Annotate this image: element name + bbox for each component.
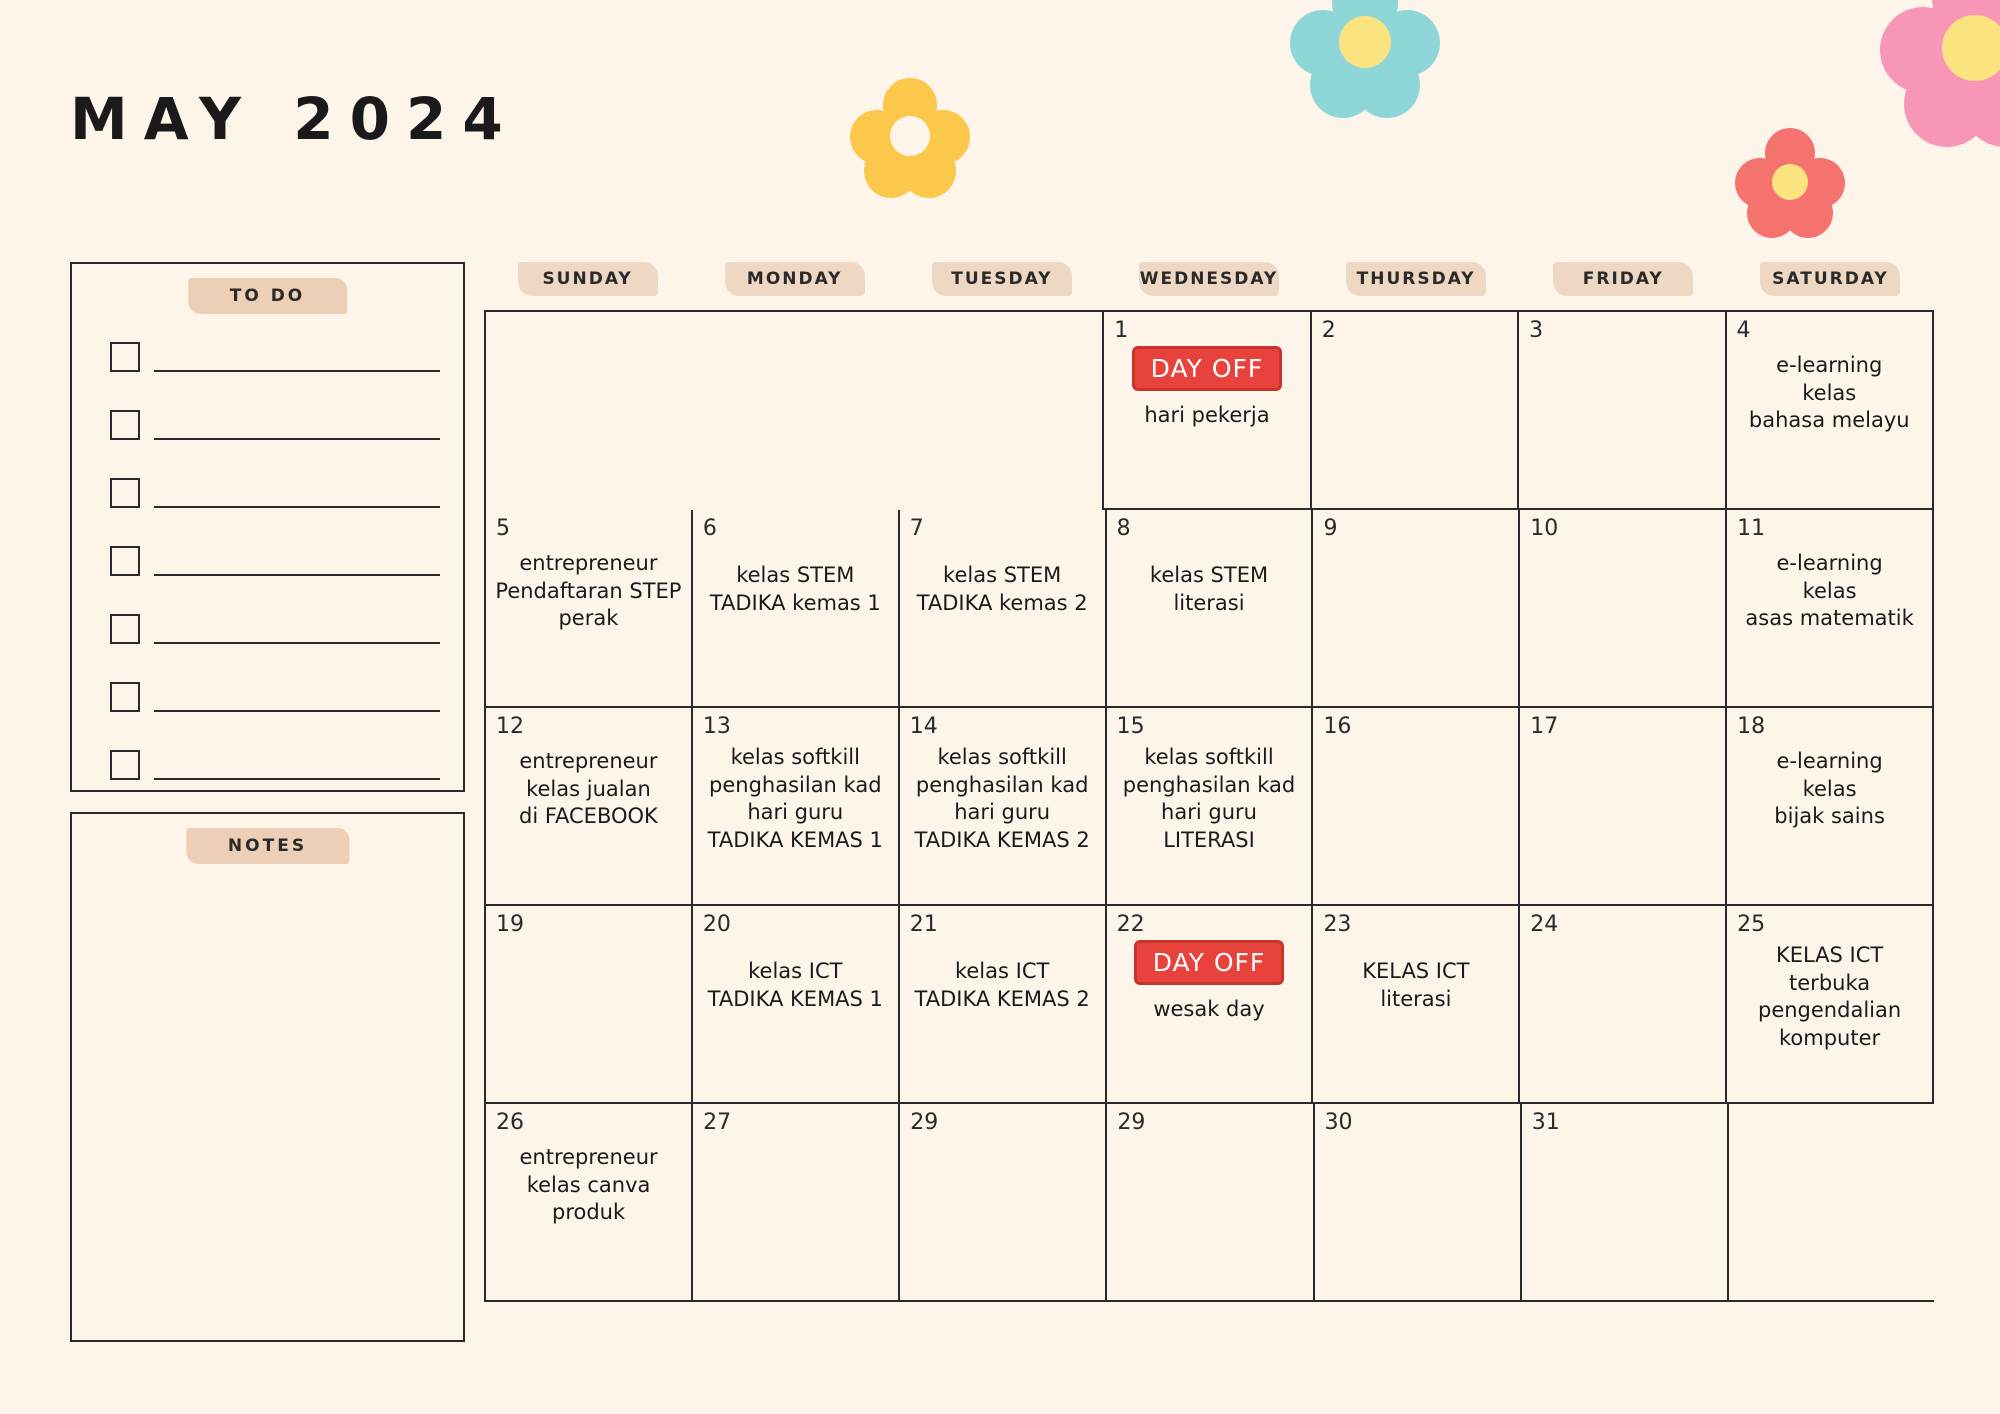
calendar-cell[interactable] [486,1104,693,1302]
weekday-label: TUESDAY [932,262,1072,296]
day-number: 16 [1323,714,1352,739]
calendar-cell[interactable] [1519,312,1726,510]
day-number: 9 [1323,516,1338,541]
event-list [1113,744,1306,855]
event-text: LITERASI [1163,828,1255,853]
todo-write-line[interactable] [154,414,440,440]
calendar-cell[interactable] [693,708,900,906]
calendar-cell[interactable] [693,1104,900,1302]
calendar-cell[interactable] [900,1104,1107,1302]
weekday-label: SATURDAY [1760,262,1900,296]
event-list [906,562,1099,617]
list-item[interactable] [110,682,440,712]
event-text: TADIKA KEMAS 2 [914,828,1090,853]
event-text: kelas softkill [1144,745,1274,769]
weekday-thursday [1313,262,1520,296]
day-number: 29 [910,1110,939,1135]
day-number: 13 [702,714,731,739]
todo-list [72,342,463,818]
day-number: 15 [1116,714,1145,739]
day-number: 24 [1530,912,1559,937]
event-text: bahasa melayu [1748,408,1910,433]
checkbox-icon[interactable] [110,682,140,712]
event-text: perak [558,606,619,631]
event-text: komputer [1779,1026,1881,1051]
weekday-monday [691,262,898,296]
day-number: 27 [703,1110,732,1135]
calendar-cell[interactable] [1522,1104,1729,1302]
day-number: 19 [496,912,524,937]
event-text: hari guru [747,800,844,825]
calendar-cell-empty [1729,1104,1934,1302]
event-list [1733,942,1926,1053]
calendar-cell[interactable] [1313,708,1520,906]
weekday-sunday [484,262,691,296]
todo-write-line[interactable] [154,754,440,780]
calendar-week-row [486,708,1934,906]
checkbox-icon[interactable] [110,614,140,644]
event-text: literasi [1380,986,1452,1011]
calendar-week-row [486,906,1934,1104]
event-text: pengendalian [1758,998,1902,1023]
day-number: 11 [1737,516,1766,541]
todo-write-line[interactable] [154,346,440,372]
event-text: kelas STEM [1149,563,1269,587]
day-number: 31 [1531,1110,1560,1135]
weekday-label: FRIDAY [1553,262,1693,296]
event-text: kelas [1802,380,1857,405]
event-list [492,1144,685,1227]
calendar-cell[interactable] [900,510,1107,708]
todo-panel [70,262,465,792]
weekday-header-row [484,262,1934,296]
event-text: kelas softkill [730,745,860,769]
event-text: kelas softkill [937,745,1067,769]
calendar-cell-empty [897,312,1104,510]
day-number: 20 [702,912,731,937]
day-off-badge-wrap [1113,936,1306,993]
weekday-saturday [1727,262,1934,296]
weekday-wednesday [1105,262,1312,296]
notes-heading: NOTES [186,828,349,864]
day-number: 1 [1114,318,1129,343]
event-text: kelas STEM [736,563,855,587]
checkbox-icon[interactable] [110,342,140,372]
event-text: TADIKA KEMAS 1 [707,986,883,1011]
day-number: 25 [1737,912,1766,937]
calendar-cell[interactable] [1313,906,1520,1104]
todo-write-line[interactable] [154,550,440,576]
event-text: asas matematik [1745,606,1914,631]
event-text: penghasilan kad [1122,772,1296,797]
calendar-week-row [486,1104,1934,1302]
calendar-cell[interactable] [1727,708,1934,906]
event-text: kelas ICT [954,959,1050,983]
day-number: 5 [496,516,510,541]
calendar-grid [484,310,1934,1302]
event-list [1733,748,1926,831]
calendar-cell[interactable] [1520,708,1727,906]
todo-write-line[interactable] [154,482,440,508]
calendar-cell[interactable] [1520,510,1727,708]
calendar-cell[interactable] [1312,312,1519,510]
calendar-cell[interactable] [486,708,693,906]
event-list [1319,958,1512,1013]
event-text: penghasilan kad [915,772,1089,797]
event-list [492,550,685,633]
event-text: entrepreneur [519,551,658,575]
calendar-cell[interactable] [1727,906,1934,1104]
day-number: 4 [1736,318,1751,343]
event-text: hari guru [954,800,1051,825]
page-title: MAY 2024 [70,85,519,153]
todo-heading: TO DO [188,278,348,314]
calendar-cell[interactable] [486,906,693,1104]
calendar-week-row [486,510,1934,708]
event-text: kelas jualan [526,776,651,801]
todo-write-line[interactable] [154,618,440,644]
event-text: kelas canva [526,1172,651,1197]
flower-yellow-icon [850,78,970,198]
event-text: TADIKA KEMAS 2 [914,986,1090,1011]
event-list [1733,352,1926,435]
list-item[interactable] [110,614,440,644]
event-text: Pendaftaran STEP [495,578,682,603]
list-item[interactable] [110,546,440,576]
flower-pink-corner-icon [1880,0,2000,145]
event-text: e-learning [1776,551,1883,575]
calendar-cell[interactable] [900,708,1107,906]
event-text: produk [551,1200,626,1225]
list-item[interactable] [110,750,440,780]
event-text: e-learning [1776,353,1883,377]
weekday-tuesday [898,262,1105,296]
day-number: 12 [496,714,524,739]
list-item[interactable] [110,478,440,508]
event-list [699,744,892,855]
todo-write-line[interactable] [154,686,440,712]
calendar-cell[interactable] [486,510,693,708]
day-number: 10 [1530,516,1559,541]
event-text: kelas ICT [748,959,843,983]
day-number: 23 [1323,912,1352,937]
calendar-cell[interactable] [1313,510,1520,708]
calendar-week-row [486,312,1934,510]
event-text: hari pekerja [1144,403,1270,427]
calendar-cell[interactable] [1727,510,1934,708]
notes-panel [70,812,465,1342]
calendar-cell[interactable] [693,510,900,708]
calendar-cell[interactable] [1315,1104,1522,1302]
flower-blue-icon [1290,0,1440,120]
calendar-cell[interactable] [1520,906,1727,1104]
event-list [699,958,892,1013]
status-badge: DAY OFF [1132,346,1283,391]
list-item[interactable] [110,410,440,440]
event-text: KELAS ICT [1775,943,1884,967]
event-text: wesak day [1153,997,1265,1021]
event-text: TADIKA KEMAS 1 [707,828,883,853]
day-number: 6 [702,516,717,541]
event-text: entrepreneur [519,749,658,773]
event-list [699,562,892,617]
day-number: 30 [1324,1110,1353,1135]
notes-area[interactable] [94,890,441,1324]
calendar-cell-empty [691,312,896,510]
event-text: hari guru [1161,800,1257,825]
event-list [492,748,685,831]
event-text: terbuka [1789,970,1871,995]
event-text: entrepreneur [519,1145,658,1169]
event-text: KELAS ICT [1362,959,1470,983]
calendar [484,262,1934,1302]
day-number: 17 [1530,714,1559,739]
checkbox-icon[interactable] [110,410,140,440]
flower-coral-icon [1735,128,1845,238]
event-text: penghasilan kad [709,772,882,797]
day-number: 8 [1116,516,1131,541]
calendar-cell[interactable] [1107,510,1314,708]
event-text: literasi [1173,590,1245,615]
weekday-label: SUNDAY [518,262,658,296]
day-number: 22 [1116,912,1145,937]
day-off-badge-wrap [1110,342,1303,399]
list-item[interactable] [110,342,440,372]
event-text: bijak sains [1774,804,1885,829]
day-number: 14 [909,714,938,739]
calendar-cell[interactable] [1107,906,1314,1104]
status-badge: DAY OFF [1134,940,1285,985]
event-text: kelas STEM [943,563,1062,587]
event-text: TADIKA kemas 1 [709,590,881,615]
weekday-label: WEDNESDAY [1139,262,1279,296]
day-number: 2 [1321,318,1336,343]
event-text: e-learning [1776,749,1883,773]
calendar-cell[interactable] [1104,312,1311,510]
day-number: 7 [909,516,924,541]
weekday-label: MONDAY [725,262,865,296]
checkbox-icon[interactable] [110,478,140,508]
event-list [1113,562,1306,617]
event-list [906,958,1099,1013]
checkbox-icon[interactable] [110,750,140,780]
weekday-friday [1520,262,1727,296]
event-text: TADIKA kemas 2 [916,590,1088,615]
calendar-cell-empty [486,312,691,510]
event-text: kelas [1802,578,1857,603]
calendar-cell[interactable] [1727,312,1934,510]
event-text: kelas [1802,776,1857,801]
day-number: 21 [909,912,938,937]
day-number: 29 [1117,1110,1146,1135]
calendar-cell[interactable] [1107,708,1314,906]
day-number: 26 [496,1110,524,1135]
event-list [906,744,1099,855]
day-number: 18 [1737,714,1766,739]
weekday-label: THURSDAY [1346,262,1486,296]
day-number: 3 [1529,318,1544,343]
calendar-cell[interactable] [1107,1104,1314,1302]
event-text: di FACEBOOK [519,804,658,829]
calendar-cell[interactable] [693,906,900,1104]
calendar-cell[interactable] [900,906,1107,1104]
checkbox-icon[interactable] [110,546,140,576]
event-list [1733,550,1926,633]
